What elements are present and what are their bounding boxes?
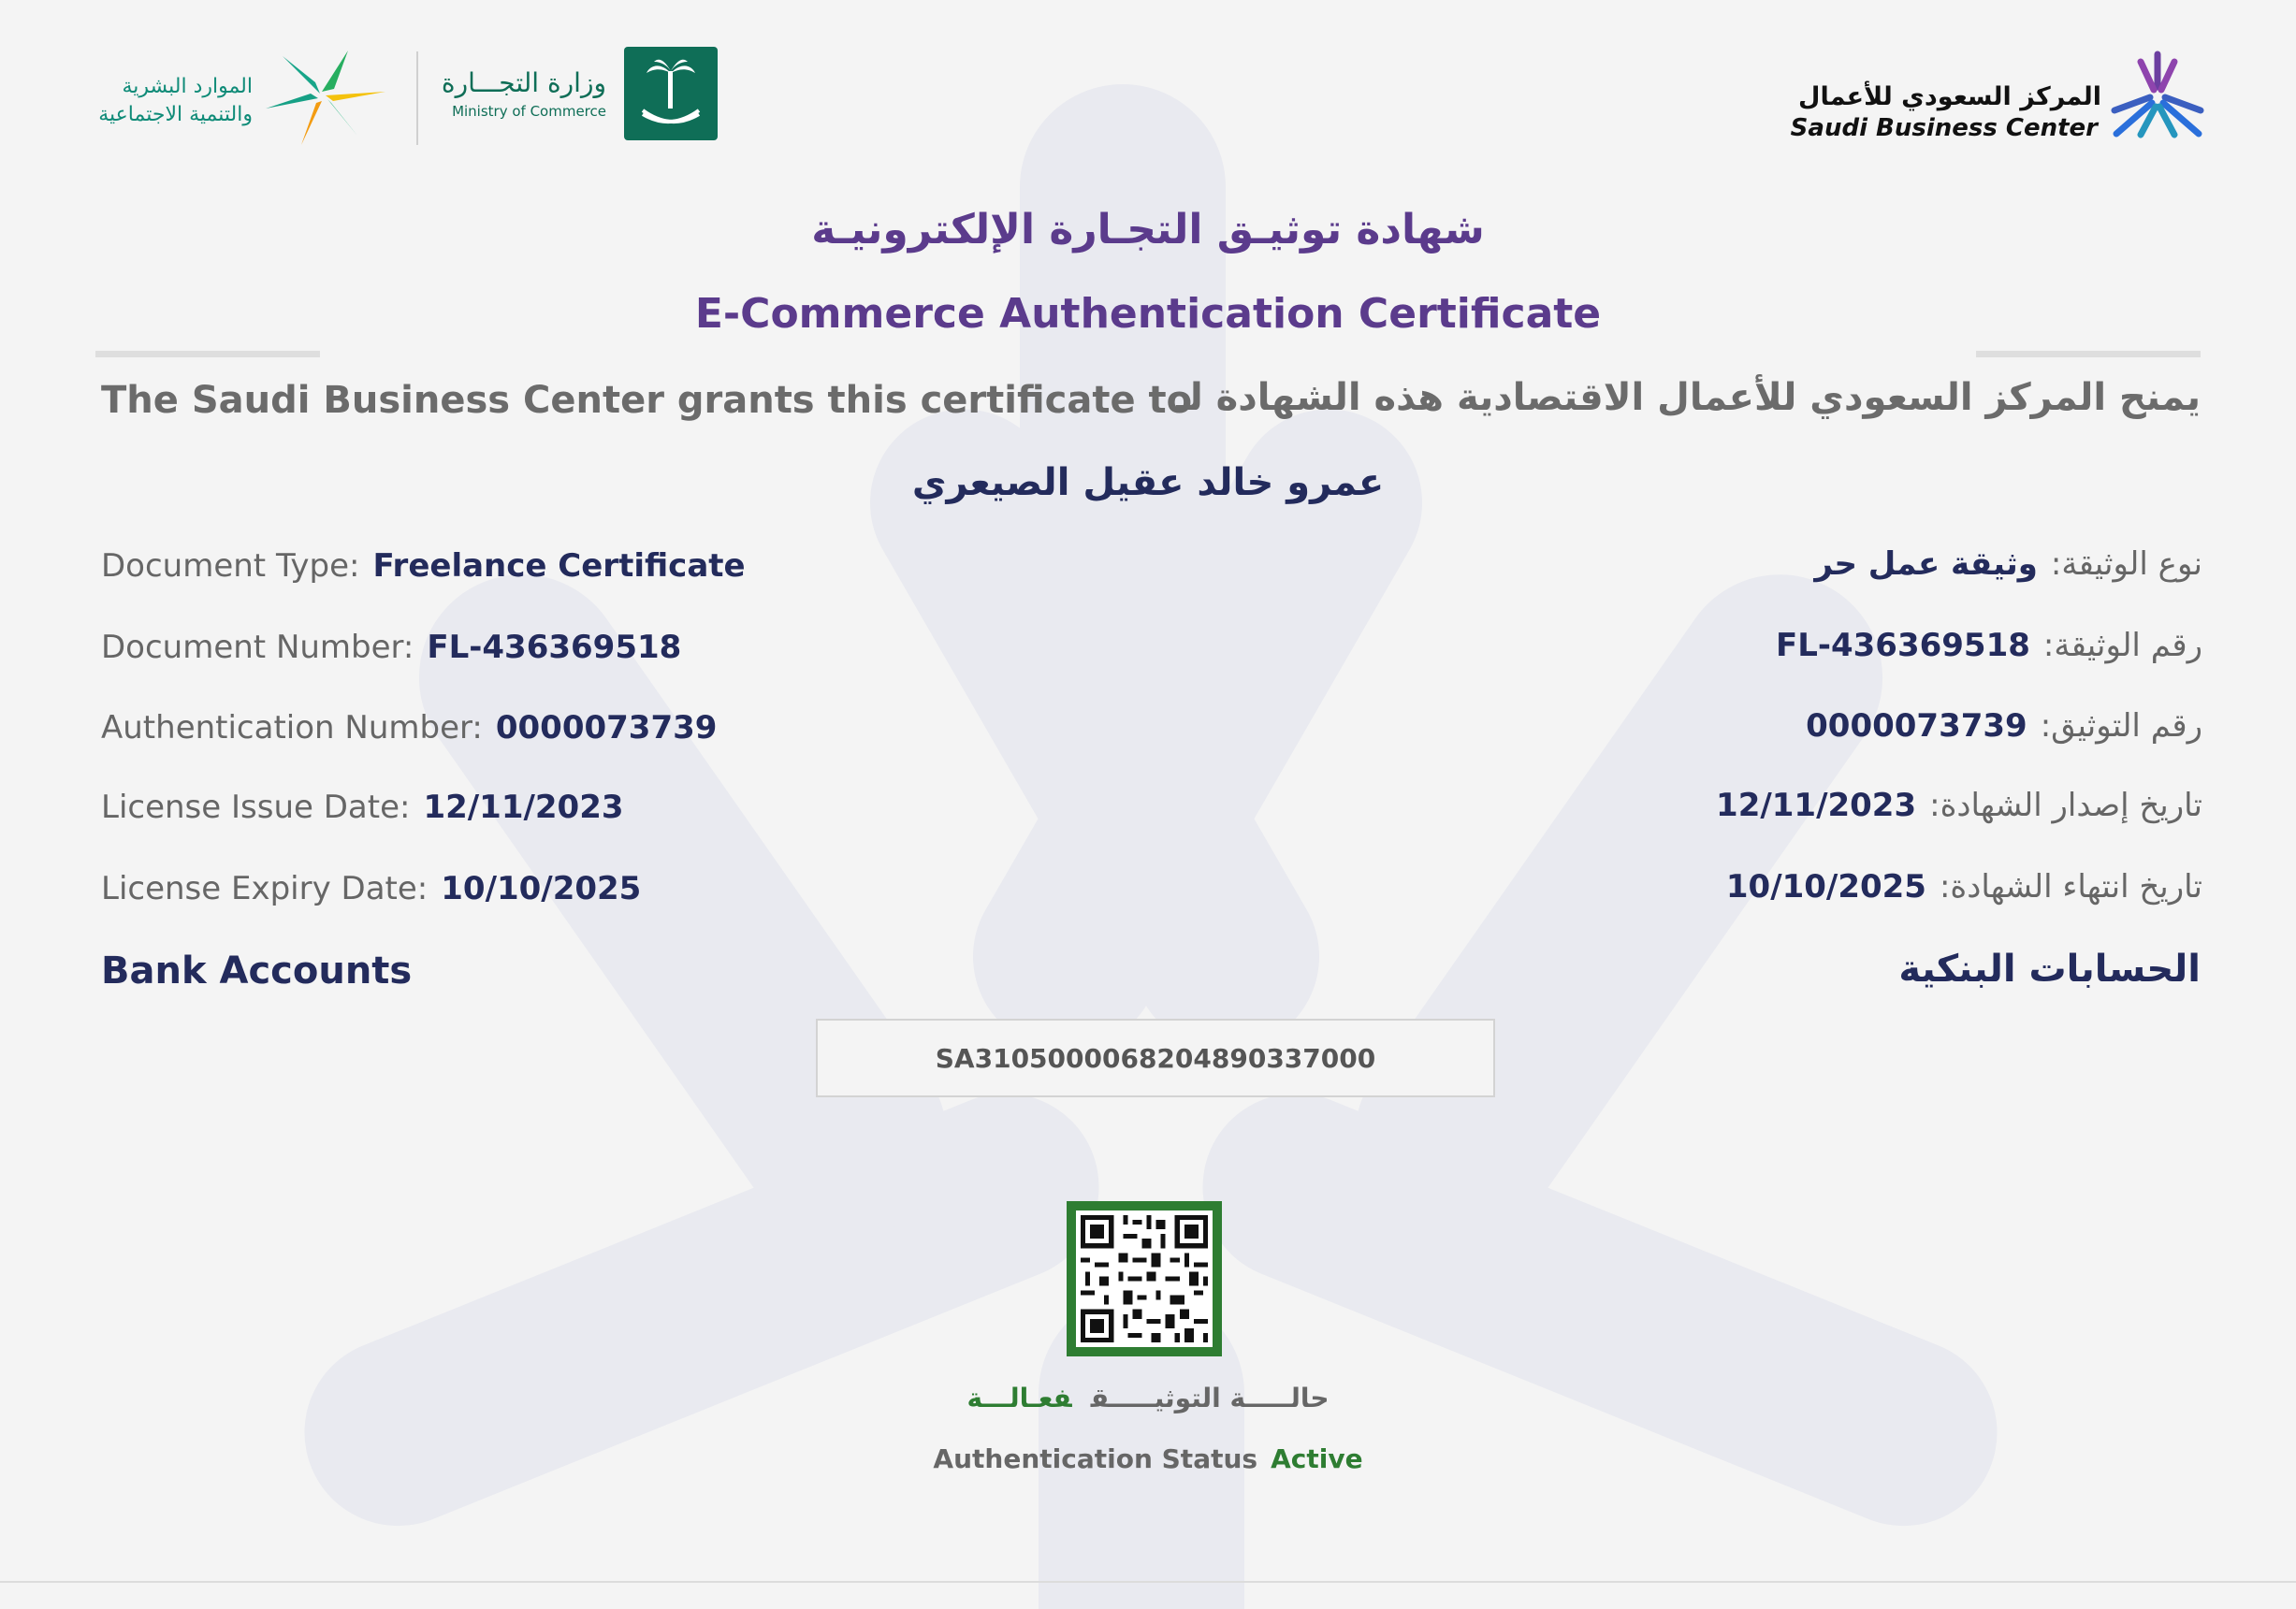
field-value: 0000073739 — [495, 709, 718, 747]
sbc-name-en: Saudi Business Center — [1790, 114, 2098, 142]
sbc-name-ar: المركز السعودي للأعمال — [1798, 82, 2101, 111]
hrsd-name — [65, 73, 253, 129]
sbc-logo-icon — [2107, 45, 2208, 143]
issue-date-en — [101, 789, 624, 826]
moc-emblem-icon — [622, 45, 719, 142]
field-label: تاريخ إصدار الشهادة: — [1929, 787, 2202, 824]
authentication-number-en — [101, 709, 717, 747]
field-value: 10/10/2025 — [1725, 868, 1926, 906]
field-label: Document Number: — [101, 629, 414, 666]
hrsd-logo-icon — [264, 47, 390, 148]
document-type-ar — [1814, 545, 2202, 583]
qr-code-icon — [1076, 1210, 1213, 1347]
field-label: رقم التوثيق: — [2040, 707, 2202, 745]
document-type-en — [101, 547, 746, 585]
field-value: Freelance Certificate — [372, 547, 746, 585]
field-label: نوع الوثيقة: — [2050, 545, 2202, 583]
expiry-date-ar — [1726, 868, 2202, 906]
field-value: FL-436369518 — [1775, 627, 2030, 664]
certificate-title-ar: شهادة توثيـق التجـارة الإلكترونيـة — [811, 206, 1485, 254]
hrsd-name-line2: والتنمية الاجتماعية — [98, 103, 253, 126]
divider-right — [1976, 351, 2201, 357]
qr-code[interactable] — [1067, 1201, 1222, 1356]
moc-name-ar: وزارة التجـــارة — [441, 67, 606, 98]
recipient-name: عمرو خالد عقيل الصيعري — [911, 461, 1385, 504]
iban-box — [816, 1019, 1495, 1097]
grant-statement-en: The Saudi Business Center grants this certificate to — [101, 379, 1193, 422]
document-number-en — [101, 629, 681, 666]
field-label: رقم الوثيقة: — [2042, 627, 2202, 664]
authentication-status-ar — [0, 1383, 2296, 1413]
expiry-date-en — [101, 870, 641, 907]
field-value: 12/11/2023 — [423, 789, 624, 826]
header-divider — [416, 51, 418, 145]
divider-left — [95, 351, 320, 357]
field-label: License Expiry Date: — [101, 870, 429, 907]
authentication-status-en — [0, 1443, 2296, 1474]
status-value-en: Active — [1271, 1443, 1363, 1474]
field-label: تاريخ انتهاء الشهادة: — [1939, 868, 2202, 906]
field-label: Authentication Number: — [101, 709, 483, 747]
status-label-ar: حالـــــة التوثيـــــق — [1090, 1383, 1330, 1413]
field-value: 12/11/2023 — [1716, 787, 1917, 824]
certificate-title-en: E-Commerce Authentication Certificate — [694, 290, 1602, 338]
hrsd-name-line1: الموارد البشرية — [122, 75, 253, 98]
field-value: 10/10/2025 — [441, 870, 642, 907]
field-label: License Issue Date: — [101, 789, 411, 826]
bank-accounts-heading-ar: الحسابات البنكية — [1898, 948, 2201, 991]
footer-divider — [0, 1581, 2296, 1583]
issue-date-ar — [1716, 787, 2202, 824]
field-label: Document Type: — [101, 547, 360, 585]
authentication-number-ar — [1806, 707, 2202, 745]
document-number-ar — [1776, 627, 2202, 664]
field-value: 0000073739 — [1806, 707, 2027, 745]
status-value-ar: فعـالـــة — [966, 1383, 1072, 1413]
iban-value: SA3105000068204890337000 — [935, 1042, 1376, 1074]
moc-name-en: Ministry of Commerce — [452, 103, 606, 120]
field-value: FL-436369518 — [427, 629, 682, 666]
status-label-en: Authentication Status — [933, 1443, 1258, 1474]
field-value: وثيقة عمل حر — [1814, 545, 2038, 583]
grant-statement-ar: يمنح المركز السعودي للأعمال الاقتصادية هذه الشهادة لـ — [1176, 376, 2201, 419]
bank-accounts-heading-en: Bank Accounts — [101, 949, 413, 993]
